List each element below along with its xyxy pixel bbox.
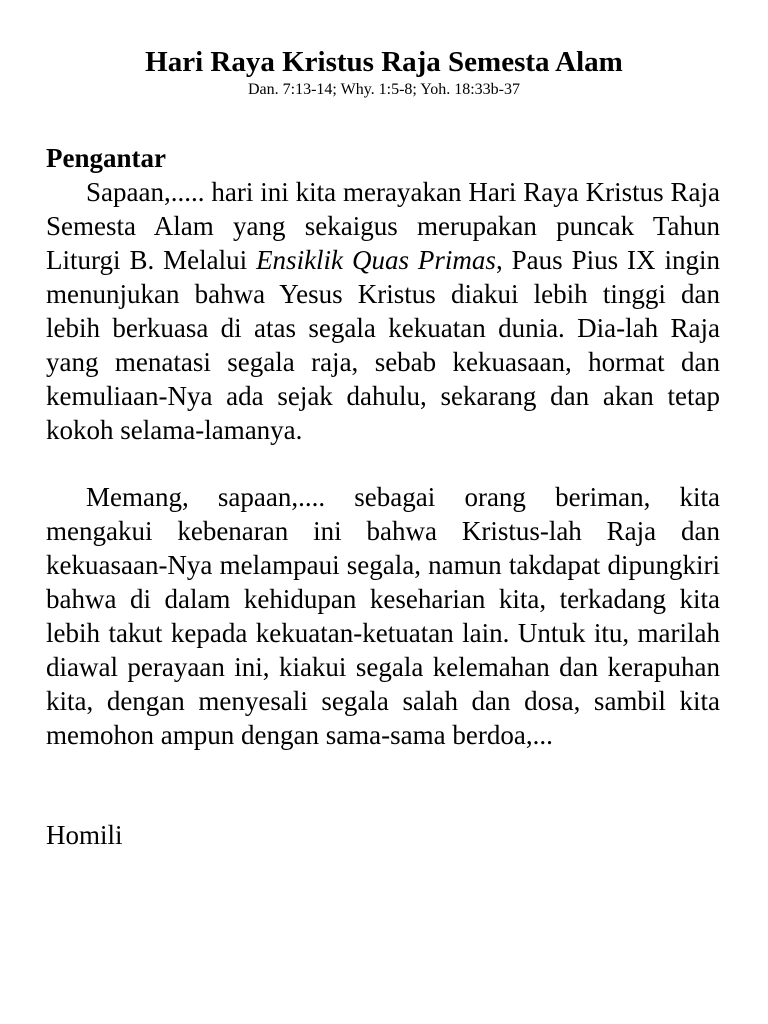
intro-paragraph-2-text: Memang, sapaan,.... sebagai orang beriman, kita mengakui kebenaran ini bahwa Kristus-lah Raja dan kekuasaan-Nya melampaui segala, namun takdapat dipungkiri bahwa di dalam kehidupan keseharian kita, terkadang kita lebih takut kepada kekuatan-ketuatan lain. Untuk itu, marilah diawal perayaan ini, kiakui segala kelemahan dan kerapuhan kita, dengan menyesali segala salah dan dosa, sambil kita memohon ampun dengan sama-sama berdoa,... — [46, 482, 720, 750]
intro-paragraph-1 — [46, 175, 720, 447]
intro-paragraph-2 — [46, 480, 720, 752]
intro-paragraph-1-text-start: Sapaan,..... hari ini kita merayakan Hari Raya Kristus Raja Semesta Alam yang sekaigus merupakan puncak Tahun Liturgi B. Melalui — [46, 177, 720, 275]
intro-heading: Pengantar — [46, 143, 166, 173]
reading-references: Dan. 7:13-14; Why. 1:5-8; Yoh. 18:33b-37 — [248, 81, 520, 98]
homily-heading: Homili — [46, 820, 123, 850]
document-title: Hari Raya Kristus Raja Semesta Alam — [145, 46, 623, 78]
encyclical-title: Ensiklik Quas Primas — [256, 245, 496, 275]
intro-paragraph-1-text-end: , Paus Pius IX ingin menunjukan bahwa Yesus Kristus diakui lebih tinggi dan lebih berkuasa di atas segala kekuatan dunia. Dia-lah Raja yang menatasi segala raja, sebab kekuasaan, hormat dan kemuliaan-Nya ada sejak dahulu, sekarang dan akan tetap kokoh selama-lamanya. — [46, 245, 720, 445]
